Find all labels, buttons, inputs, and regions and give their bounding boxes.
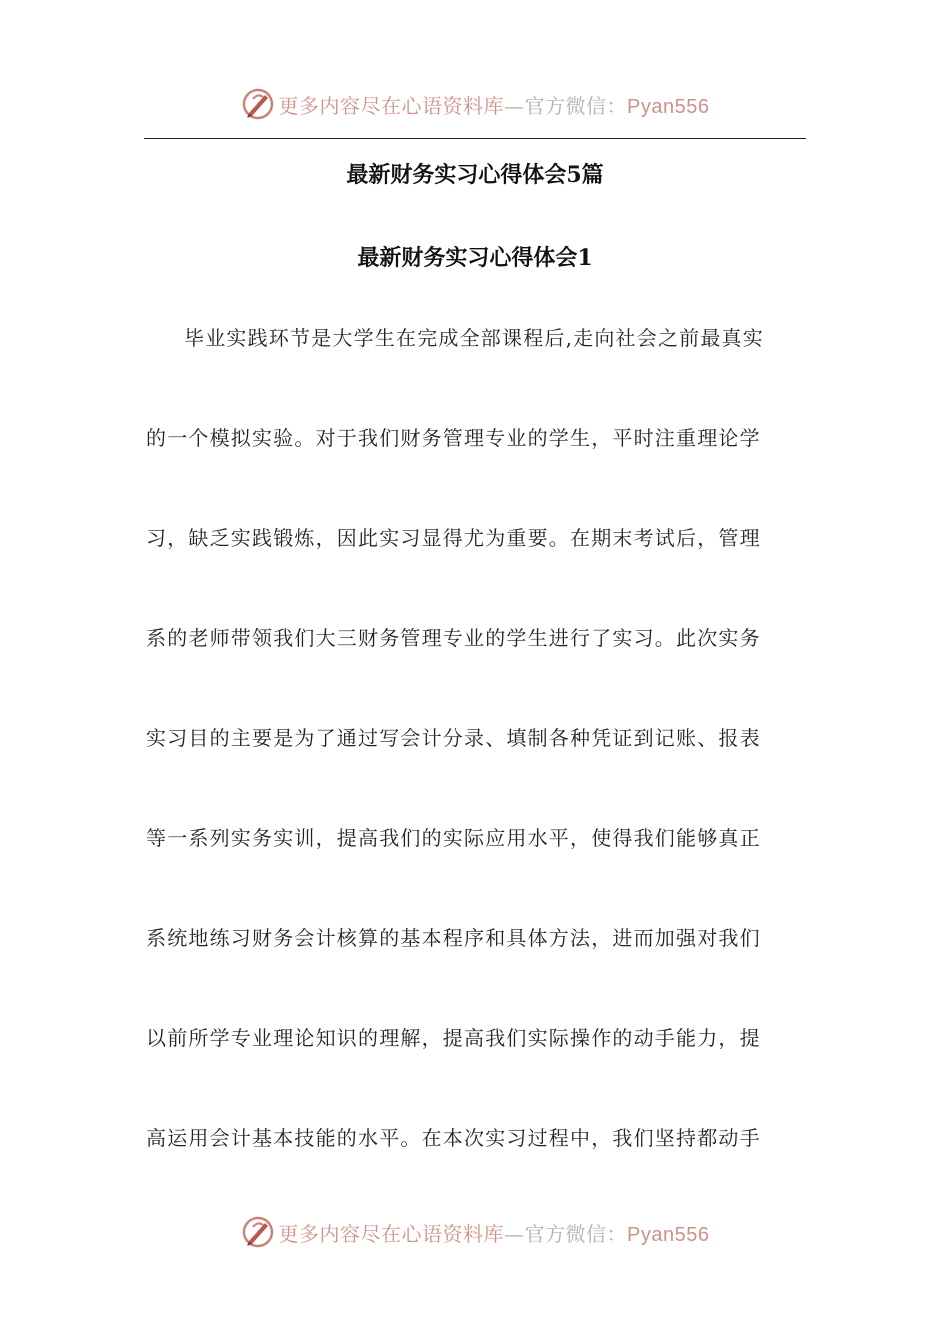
banner-main: 更多内容尽在心语资料库 [278,1221,505,1246]
text-line: 的一个模拟实验。对于我们财务管理专业的学生，平时注重理论学 [146,426,761,450]
footer-banner [0,1210,950,1254]
body-text [146,318,806,1218]
banner-wechat-id: Pyan556 [627,95,710,118]
text-line: 系统地练习财务会计核算的基本程序和具体方法，进而加强对我们 [146,926,761,950]
header-divider [144,138,806,139]
banner-main: 更多内容尽在心语资料库 [278,93,505,118]
banner-label: 官方微信： [524,1221,628,1246]
text-line: 以前所学专业理论知识的理解，提高我们实际操作的动手能力，提 [146,1026,761,1050]
banner-text [279,1218,710,1247]
banner-text [279,90,710,119]
text-line: 系的老师带领我们大三财务管理专业的学生进行了实习。此次实务 [146,626,761,650]
text-line: 实习目的主要是为了通过写会计分录、填制各种凭证到记账、报表 [146,726,761,750]
header-banner [0,82,950,126]
text-line: 毕业实践环节是大学生在完成全部课程后,走向社会之前最真实 [184,326,764,350]
banner-separator: — [504,1221,525,1246]
text-line: 等一系列实务实训，提高我们的实际应用水平，使得我们能够真正 [146,826,761,850]
pen-logo-icon [241,1215,275,1249]
pen-logo-icon [241,87,275,121]
document-title: 最新财务实习心得体会5篇 [346,162,604,188]
text-line: 习，缺乏实践锻炼，因此实习显得尤为重要。在期末考试后，管理 [146,526,761,550]
banner-wechat-id: Pyan556 [627,1223,710,1246]
text-line: 高运用会计基本技能的水平。在本次实习过程中，我们坚持都动手 [146,1126,761,1150]
section-title: 最新财务实习心得体会1 [357,245,593,271]
banner-separator: — [504,93,525,118]
banner-label: 官方微信： [524,93,628,118]
